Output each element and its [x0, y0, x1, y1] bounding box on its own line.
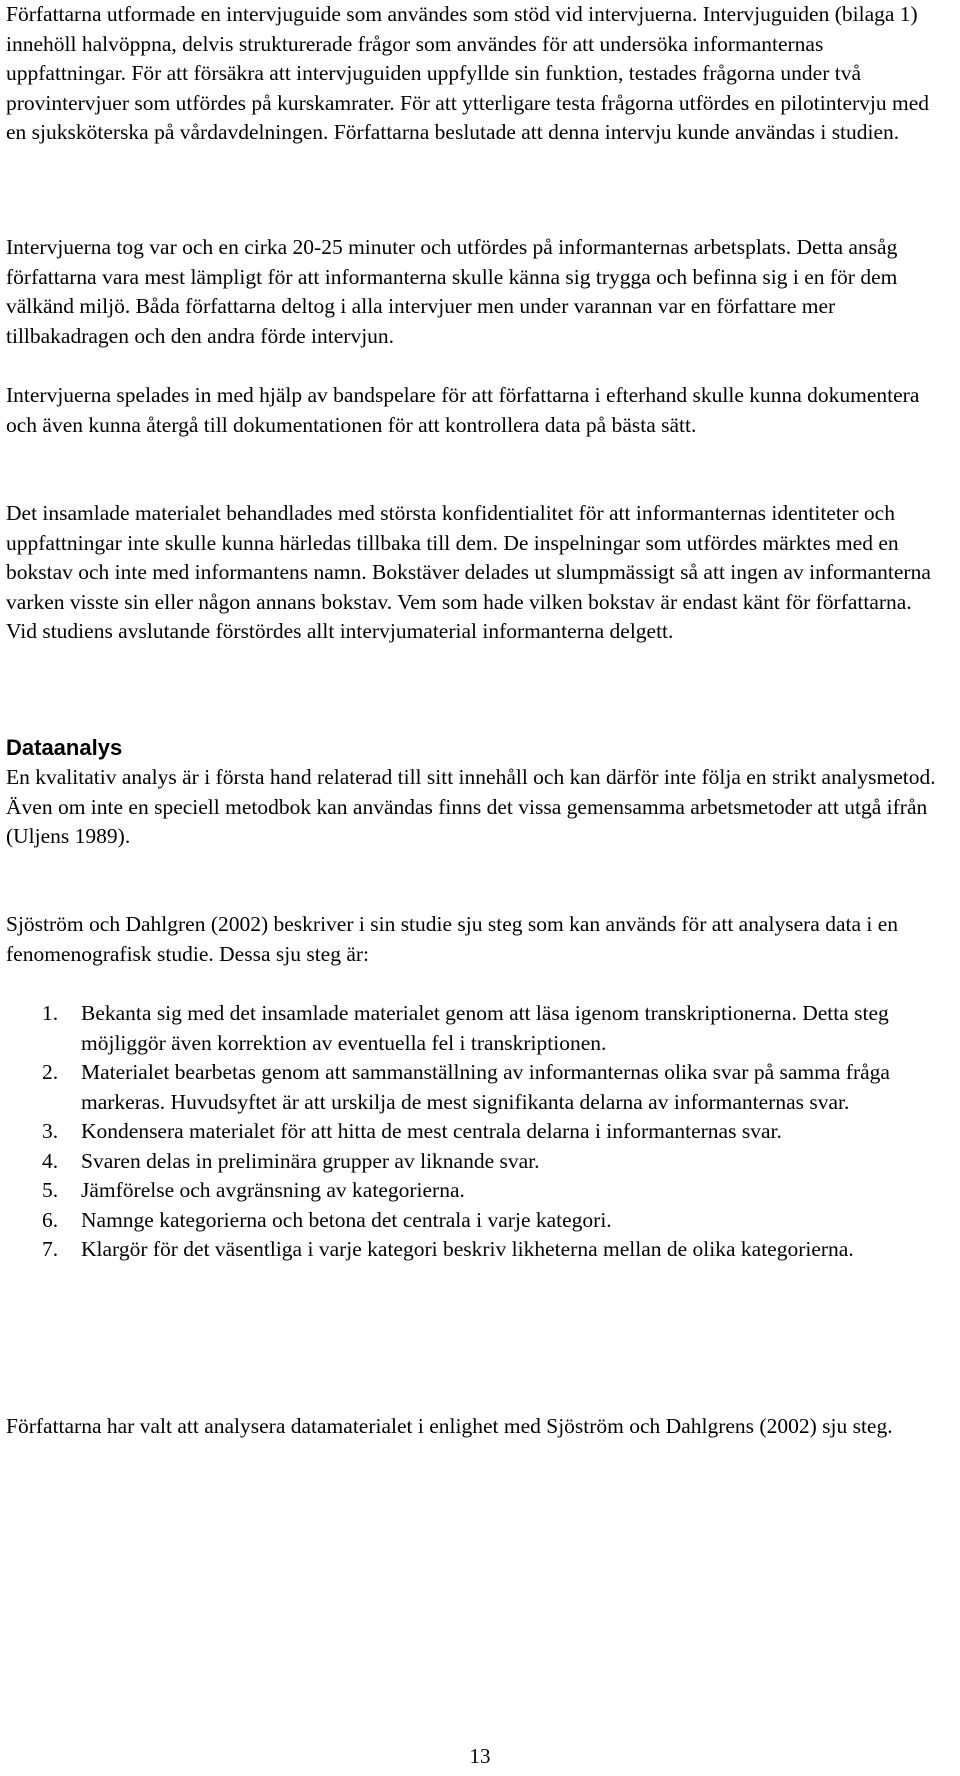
steps-list — [6, 999, 936, 1265]
list-item-number: 1. — [42, 1001, 59, 1025]
list-item — [6, 999, 936, 1058]
paragraph-intervjuernas-langd: Intervjuerna tog var och en cirka 20-25 minuter och utfördes på informanternas arbetsplats. Detta ansåg författarna vara mest lämpligt för att informanterna skulle känna sig trygga och befinna sig i en för dem välkänd miljö. Båda författarna deltog i alla intervjuer men under varannan var en författare mer tillbakadragen och den andra förde intervjun. — [6, 235, 898, 348]
list-item — [6, 1235, 936, 1265]
paragraph-kvalitativ-analys: En kvalitativ analys är i första hand relaterad till sitt innehåll och kan därför inte följa en strikt analysmetod. Även om inte en speciell metodbok kan användas finns det vissa gemensamma arbetsmetoder att utgå ifrån (Uljens 1989). — [6, 765, 936, 848]
list-item — [6, 1117, 936, 1147]
section-heading-dataanalys: Dataanalys — [6, 735, 123, 760]
list-item — [6, 1206, 936, 1236]
paragraph-sju-steg: Sjöström och Dahlgren (2002) beskriver i sin studie sju steg som kan används för att analysera data i en fenomenografisk studie. Dessa sju steg är: — [6, 912, 899, 966]
list-item — [6, 1176, 936, 1206]
paragraph-bandspelare: Intervjuerna spelades in med hjälp av bandspelare för att författarna i efterhand skulle kunna dokumentera och även kunna återgå till dokumentationen för att kontrollera data på bästa sätt. — [6, 383, 920, 437]
list-item — [6, 1147, 936, 1177]
list-item-text: Namnge kategorierna och betona det centrala i varje kategori. — [81, 1207, 612, 1232]
list-item-text: Bekanta sig med det insamlade materialet genom att läsa igenom transkriptionerna. Detta steg möjliggör även korrektion av eventuella fel i transkriptionen. — [81, 1001, 889, 1055]
list-item-number: 4. — [42, 1148, 59, 1173]
list-item-number: 6. — [42, 1207, 59, 1232]
paragraph-vald-metod: Författarna har valt att analysera datamaterialet i enlighet med Sjöström och Dahlgrens (2002) sju steg. — [6, 1414, 893, 1438]
page-number: 13 — [469, 1744, 491, 1768]
list-item — [6, 1058, 936, 1117]
list-item-number: 3. — [42, 1119, 59, 1143]
list-item-text: Materialet bearbetas genom att sammanställning av informanternas olika svar på samma fråga markeras. Huvudsyftet är att urskilja de mest signifikanta delarna av informanternas svar. — [81, 1060, 890, 1114]
list-item-text: Kondensera materialet för att hitta de mest centrala delarna i informanternas svar. — [81, 1119, 782, 1143]
list-item-number: 7. — [42, 1237, 59, 1261]
list-item-text: Jämförelse och avgränsning av kategorierna. — [81, 1178, 465, 1202]
list-item-text: Klargör för det väsentliga i varje kategori beskriv likheterna mellan de olika kategorierna. — [81, 1237, 854, 1261]
list-item-number: 2. — [42, 1060, 59, 1084]
paragraph-intervjuguide: Författarna utformade en intervjuguide som användes som stöd vid intervjuerna. Intervjuguiden (bilaga 1) innehöll halvöppna, delvis strukturerade frågor som användes för att undersöka informanternas uppfattningar. För att försäkra att intervjuguiden uppfyllde sin funktion, testades frågorna under två provintervjuer som utfördes på kurskamrater. För att ytterligare testa frågorna utfördes en pilotintervju med en sjuksköterska på vårdavdelningen. Författarna beslutade att denna intervju kunde användas i studien. — [6, 2, 930, 144]
list-item-number: 5. — [42, 1178, 59, 1202]
paragraph-konfidentialitet: Det insamlade materialet behandlades med största konfidentialitet för att informanternas identiteter och uppfattningar inte skulle kunna härledas tillbaka till dem. De inspelningar som utfördes märktes med en bokstav och inte med informantens namn. Bokstäver delades ut slumpmässigt så att ingen av informanterna varken visste sin eller någon annans bokstav. Vem som hade vilken bokstav är endast känt för författarna. Vid studiens avslutande förstördes allt intervjumaterial informanterna delgett. — [6, 501, 931, 643]
list-item-text: Svaren delas in preliminära grupper av liknande svar. — [81, 1148, 540, 1173]
